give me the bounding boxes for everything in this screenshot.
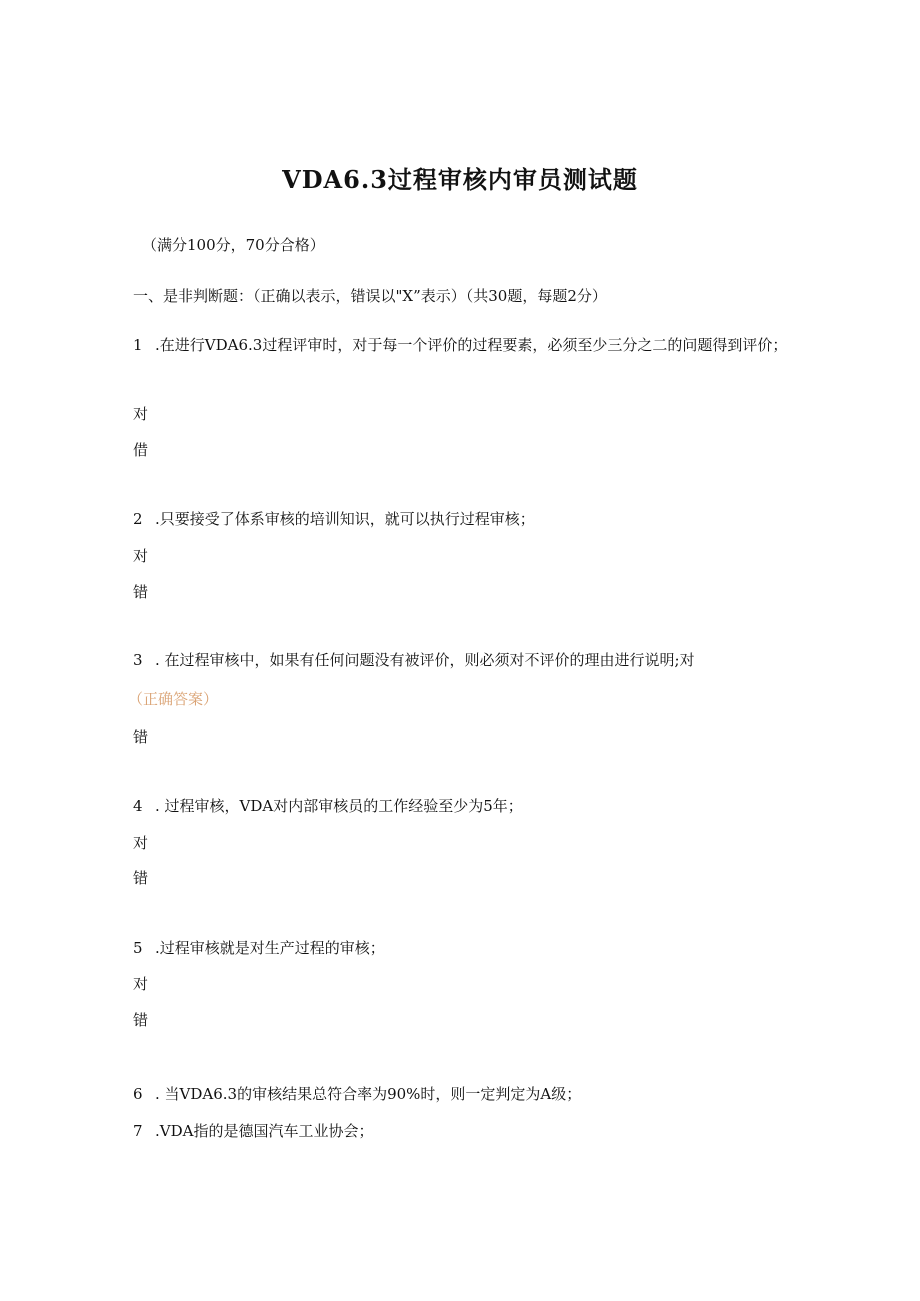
question-number: 4 bbox=[133, 797, 143, 815]
option-false[interactable]: 借 bbox=[133, 441, 149, 459]
option-false[interactable]: 错 bbox=[133, 728, 149, 746]
question-number: 7 bbox=[133, 1122, 143, 1140]
question-1 bbox=[133, 330, 793, 360]
option-false[interactable]: 错 bbox=[133, 583, 149, 601]
option-true[interactable]: 对 bbox=[133, 547, 149, 565]
option-true[interactable]: 对 bbox=[133, 975, 149, 993]
question-4 bbox=[133, 795, 523, 816]
question-number: 5 bbox=[133, 939, 143, 957]
question-number: 3 bbox=[133, 651, 143, 669]
option-true[interactable]: 对 bbox=[133, 834, 149, 852]
option-false[interactable]: 错 bbox=[133, 1011, 149, 1029]
question-text: .过程审核就是对生产过程的审核； bbox=[155, 939, 385, 957]
question-5 bbox=[133, 937, 385, 958]
question-number: 1 bbox=[133, 336, 143, 354]
correct-answer-label: （正确答案） bbox=[128, 690, 219, 708]
score-note: （满分100分，70分合格） bbox=[142, 236, 325, 254]
option-false[interactable]: 错 bbox=[133, 869, 149, 887]
option-true[interactable]: 对 bbox=[133, 405, 149, 423]
question-2 bbox=[133, 508, 535, 529]
question-text: .VDA指的是德国汽车工业协会； bbox=[155, 1122, 374, 1140]
question-text: .只要接受了体系审核的培训知识，就可以执行过程审核； bbox=[155, 510, 535, 528]
page-title: VDA6.3过程审核内审员测试题 bbox=[282, 165, 638, 194]
question-number: 6 bbox=[133, 1085, 143, 1103]
question-6 bbox=[133, 1083, 581, 1104]
section-heading: 一、是非判断题：（正确以表示，错误以"X”表示）（共30题，每题2分） bbox=[133, 287, 607, 305]
question-text: .在进行VDA6.3过程评审时，对于每一个评价的过程要素，必须至少三分之二的问题得到评价； bbox=[155, 336, 788, 354]
question-text: . 在过程审核中，如果有任何问题没有被评价，则必须对不评价的理由进行说明;对 bbox=[155, 651, 695, 669]
question-text: . 过程审核，VDA对内部审核员的工作经验至少为5年； bbox=[155, 797, 523, 815]
question-text: . 当VDA6.3的审核结果总符合率为90%时，则一定判定为A级； bbox=[155, 1085, 582, 1103]
question-7 bbox=[133, 1120, 373, 1141]
question-3 bbox=[133, 649, 695, 670]
question-number: 2 bbox=[133, 510, 143, 528]
